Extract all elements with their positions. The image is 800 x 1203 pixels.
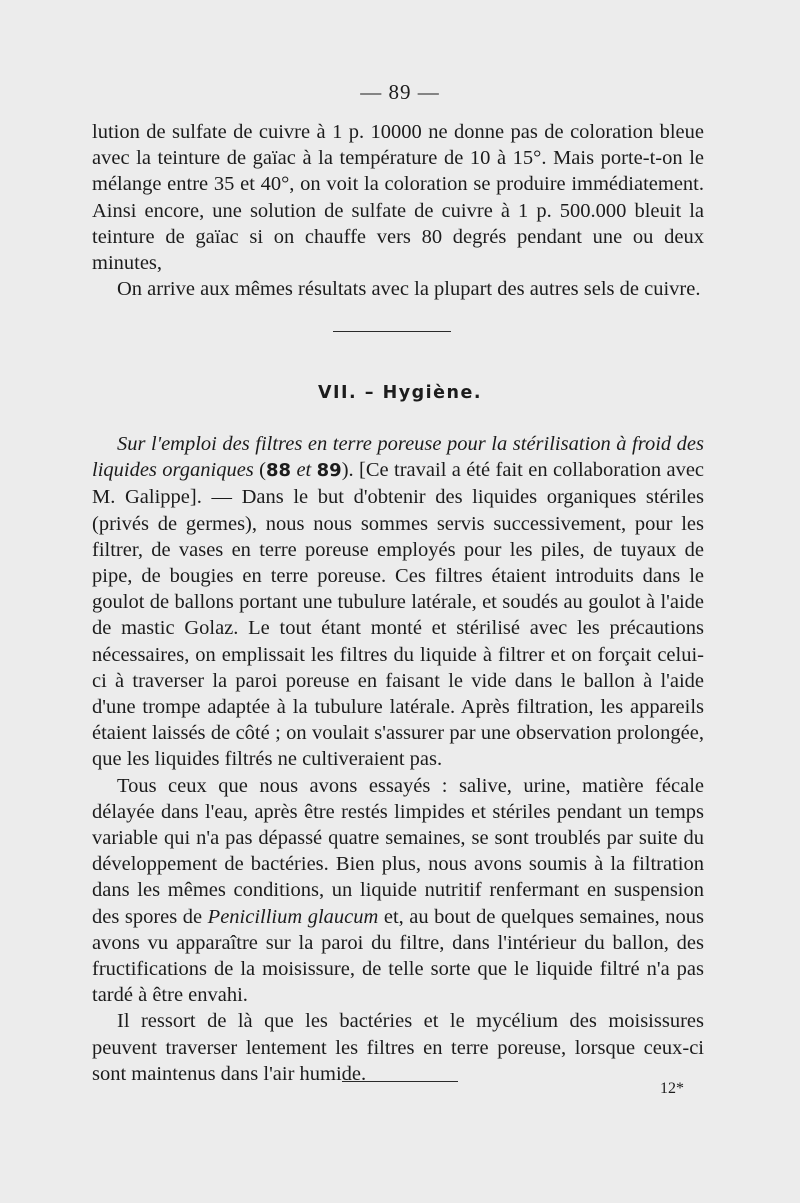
section-divider bbox=[342, 1081, 458, 1082]
paragraph bbox=[92, 773, 704, 1009]
reference-number: 88 bbox=[266, 460, 292, 482]
paragraph: On arrive aux mêmes résultats avec la plupart des autres sels de cuivre. bbox=[117, 278, 701, 301]
signature-mark: 12* bbox=[660, 1080, 684, 1097]
paragraph-text: et, au bout de quelques semaines, nous avons vu apparaître sur la paroi du filtre, dans l'intérieur du ballon, des fructifications de la moisissure, de telle sorte que le liquide filtré n'a pas tardé à être envahi. bbox=[92, 905, 704, 1007]
text-block-article bbox=[92, 431, 704, 1087]
paragraph bbox=[92, 431, 704, 773]
text-block-top bbox=[92, 119, 704, 302]
paragraph-text: [Ce travail a été fait en collaboration avec M. Galippe]. — Dans le but d'obtenir des liquides organiques stériles (privés de germes), nous nous sommes servis successivement, pour les filtrer, de vases en terre poreuse employés pour les piles, de tuyaux de pipe, de bougies en terre poreuse. Ces filtres étaient introduits dans le goulot de ballons portant une tubulure latérale, et soudés au goulot à l'aide de mastic Golaz. Le tout étant monté et stérilisé avec les précautions nécessaires, on emplissait les filtres du liquide à filtrer et on forçait celui-ci à traverser la paroi poreuse en faisant le vide dans le ballon à l'aide d'une trompe adaptée à la tubulure latérale. Après filtration, les appareils étaient laissés de côté ; on voulait s'assurer par une observation prolongée, que les liquides filtrés ne cultiveraient pas. bbox=[92, 459, 705, 771]
species-name: Penicillium glaucum bbox=[207, 905, 379, 928]
reference-joiner: et bbox=[291, 459, 317, 482]
article-title: Sur l'emploi des filtres en terre poreuse pour la stérilisation à froid des liquides organiques bbox=[92, 433, 704, 482]
section-divider bbox=[333, 331, 451, 332]
reference-number: 89 bbox=[316, 460, 342, 482]
paragraph-text: Tous ceux que nous avons essayés : salive, urine, matière fécale délayée dans l'eau, après être restés limpides et stériles pendant un temps variable qui n'a pas dépassé quatre semaines, se sont troublés par suite du développement de bactéries. Bien plus, nous avons soumis à la filtration dans les mêmes conditions, un liquide nutritif renfermant en suspension des spores de bbox=[92, 774, 704, 928]
paren-close: ). bbox=[341, 459, 360, 482]
section-heading: VII. – Hygiène. bbox=[317, 383, 483, 403]
page-number: — 89 — bbox=[360, 80, 440, 104]
paren-open: ( bbox=[253, 459, 267, 482]
paragraph: lution de sulfate de cuivre à 1 p. 10000 ne donne pas de coloration bleue avec la teinture de gaïac à la température de 10 à 15°. Mais porte-t-on le mélange entre 35 et 40°, on voit la coloration se produire immédiatement. Ainsi encore, une solution de sulfate de cuivre à 1 p. 500.000 bleuit la teinture de gaïac si on chauffe vers 80 degrés pendant une ou deux minutes, bbox=[92, 121, 704, 275]
paragraph: Il ressort de là que les bactéries et le mycélium des moisissures peuvent traverser lentement les filtres en terre poreuse, lorsque ceux-ci sont maintenus dans l'air humide. bbox=[92, 1010, 704, 1085]
